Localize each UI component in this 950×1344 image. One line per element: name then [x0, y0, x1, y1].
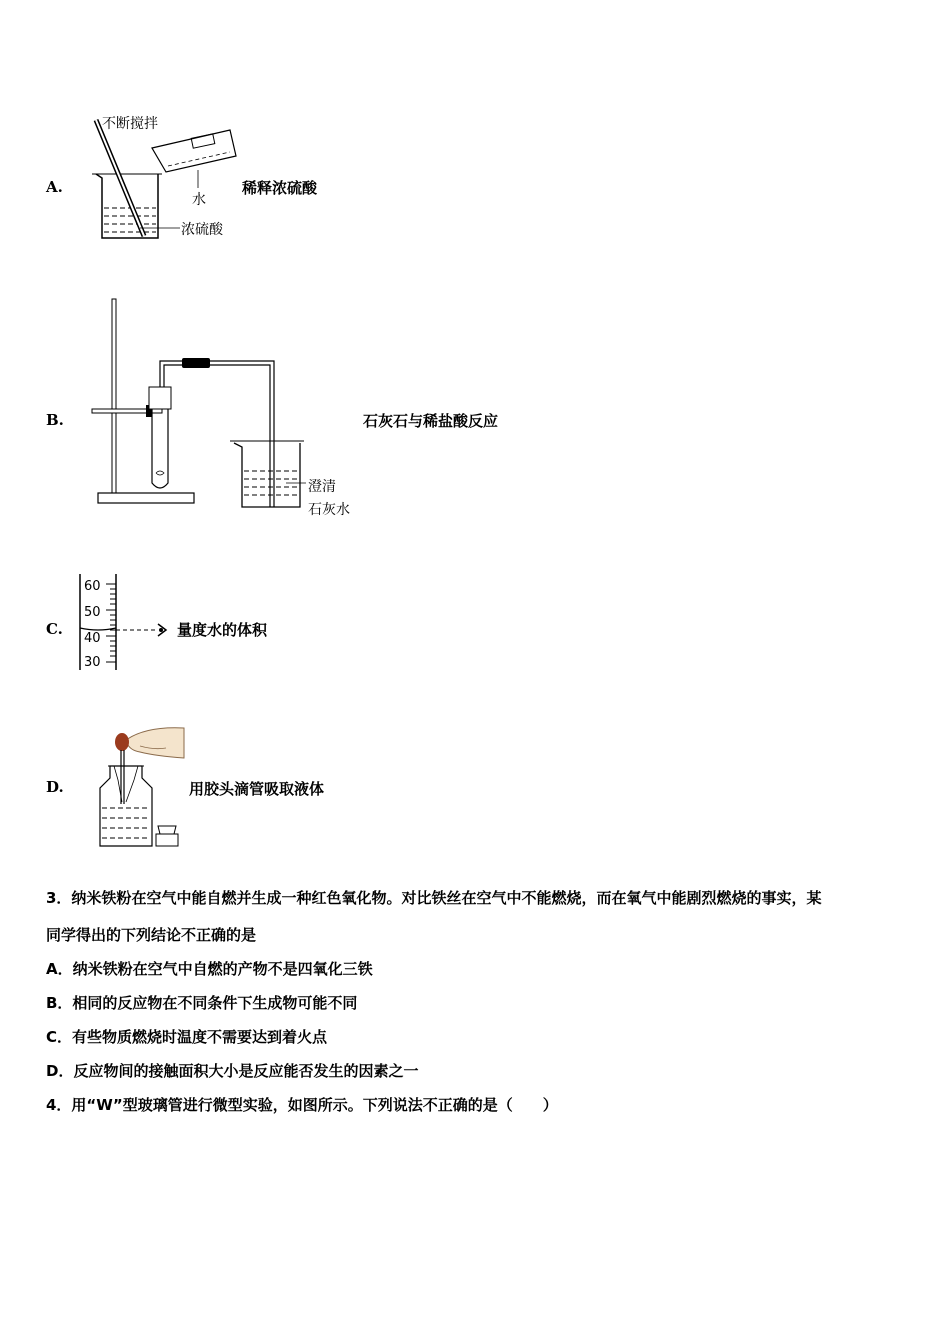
question-3-option-a: A．纳米铁粉在空气中自燃的产物不是四氧化三铁 [46, 960, 373, 978]
option-b-letter: B. [46, 411, 64, 429]
option-c-caption: 量度水的体积 [177, 621, 268, 639]
question-3-stem-line-2: 同学得出的下列结论不正确的是 [46, 926, 257, 944]
tick-60: 60 [84, 579, 101, 594]
tick-30: 30 [84, 655, 101, 670]
tick-50: 50 [84, 605, 101, 620]
stir-label: 不断搅拌 [102, 116, 158, 132]
tick-40: 40 [84, 631, 101, 646]
limewater-label-1: 澄清 [308, 479, 336, 495]
option-c-diagram [78, 572, 178, 672]
water-label: 水 [192, 192, 206, 208]
option-a-diagram [80, 110, 260, 250]
option-a-letter: A. [46, 178, 63, 196]
question-3-option-b: B．相同的反应物在不同条件下生成物可能不同 [46, 994, 358, 1012]
option-b-diagram [90, 295, 370, 525]
option-b-caption: 石灰石与稀盐酸反应 [363, 412, 499, 430]
acid-label: 浓硫酸 [181, 222, 223, 238]
option-d-caption: 用胶头滴管吸取液体 [189, 780, 325, 798]
question-3-option-d: D．反应物间的接触面积大小是反应能否发生的因素之一 [46, 1062, 419, 1080]
option-c-letter: C. [46, 620, 63, 638]
option-d-diagram [96, 722, 196, 854]
question-3-option-c: C．有些物质燃烧时温度不需要达到着火点 [46, 1028, 328, 1046]
option-d-letter: D. [46, 778, 64, 796]
question-4-stem: 4．用“W”型玻璃管进行微型实验，如图所示。下列说法不正确的是（ ） [46, 1096, 558, 1114]
option-a-caption: 稀释浓硫酸 [242, 179, 318, 197]
question-3-stem-line-1: 3．纳米铁粉在空气中能自燃并生成一种红色氧化物。对比铁丝在空气中不能燃烧，而在氧气中能剧烈燃烧的事实，某 [46, 889, 822, 907]
limewater-label-2: 石灰水 [308, 502, 350, 518]
